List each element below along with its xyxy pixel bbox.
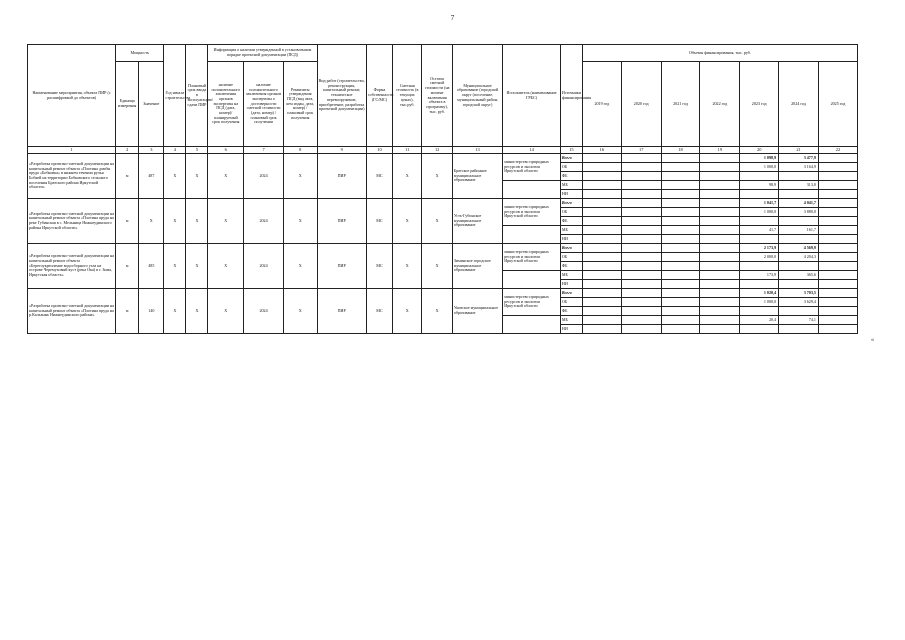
financing-table <box>27 44 858 334</box>
remaining-cost-cell: Х <box>422 154 452 199</box>
year-empty-cell <box>582 190 621 199</box>
amount-2023: 173,9 <box>740 271 779 280</box>
header-name: Наименование мероприятия, объекта ПИР (с расшифровкой до объектов) <box>28 45 116 147</box>
amount-2024 <box>779 190 819 199</box>
amount-2023: 1 000,0 <box>740 298 779 307</box>
amount-2024: 3 880,0 <box>779 208 819 217</box>
amount-2023 <box>740 280 779 289</box>
header-year-2020: 2020 год <box>621 62 661 147</box>
municipality-cell: Усть-Губинское муниципальное образование <box>452 199 502 244</box>
planned-year-cell: Х <box>186 244 208 289</box>
year-empty-cell <box>661 271 700 280</box>
header-year-2019: 2019 год <box>582 62 621 147</box>
amount-2025 <box>818 298 857 307</box>
remaining-cost-cell: Х <box>422 289 452 334</box>
header-psd-approval: Реквизиты утверждения ПСД (вид акта, кем издан, дата, номер) / плановый срок получения <box>283 62 317 147</box>
source-label: ОБ <box>560 163 582 172</box>
work-type-cell: ПИР <box>317 289 366 334</box>
column-number: 18 <box>661 147 700 154</box>
source-label: НИ <box>560 190 582 199</box>
header-grbs: Исполнитель (наименование ГРБС) <box>503 45 561 147</box>
year-empty-cell <box>582 289 621 298</box>
year-empty-cell <box>582 325 621 334</box>
column-number-row <box>28 147 858 154</box>
amount-2025 <box>818 172 857 181</box>
year-empty-cell <box>621 172 661 181</box>
source-label: НИ <box>560 280 582 289</box>
psd-positive-cell: Х <box>208 244 244 289</box>
amount-2024: 3 703,5 <box>779 289 819 298</box>
year-empty-cell <box>582 307 621 316</box>
year-empty-cell <box>621 199 661 208</box>
psd-cost-cell: 2024 <box>244 154 284 199</box>
remaining-cost-cell: Х <box>422 244 452 289</box>
source-label: Всего <box>560 199 582 208</box>
year-empty-cell <box>621 226 661 235</box>
year-empty-cell <box>621 244 661 253</box>
year-empty-cell <box>621 280 661 289</box>
header-remaining-cost: Остаток сметной стоимости (на момент включения объекта в программу), тыс. руб. <box>422 45 452 147</box>
year-empty-cell <box>661 316 700 325</box>
psd-positive-cell: Х <box>208 199 244 244</box>
year-empty-cell <box>621 253 661 262</box>
grbs-empty-cell <box>503 271 561 289</box>
amount-2025 <box>818 163 857 172</box>
psd-cost-cell: 2024 <box>244 289 284 334</box>
column-number: 17 <box>621 147 661 154</box>
amount-2023: 1 020,4 <box>740 289 779 298</box>
municipality-cell: Уковское муниципальное образование <box>452 289 502 334</box>
source-label: Всего <box>560 154 582 163</box>
amount-2023 <box>740 307 779 316</box>
header-value: Значение <box>139 62 164 147</box>
amount-2025 <box>818 271 857 280</box>
grbs-cell: министерство природных ресурсов и экологии Иркутской области <box>503 289 561 316</box>
column-number: 11 <box>393 147 422 154</box>
amount-2023 <box>740 262 779 271</box>
table-row <box>28 289 858 298</box>
year-empty-cell <box>621 217 661 226</box>
year-empty-cell <box>661 217 700 226</box>
amount-2024 <box>779 217 819 226</box>
year-empty-cell <box>582 271 621 280</box>
year-empty-cell <box>661 226 700 235</box>
year-empty-cell <box>700 307 740 316</box>
psd-positive-cell: Х <box>208 289 244 334</box>
year-empty-cell <box>621 154 661 163</box>
year-empty-cell <box>661 262 700 271</box>
column-number: 19 <box>700 147 740 154</box>
column-number: 13 <box>452 147 502 154</box>
column-number: 16 <box>582 147 621 154</box>
unit-cell: м <box>116 244 139 289</box>
psd-approval-cell: Х <box>283 199 317 244</box>
year-empty-cell <box>661 199 700 208</box>
amount-2024: 3 629,4 <box>779 298 819 307</box>
amount-2023 <box>740 235 779 244</box>
unit-cell: м <box>116 289 139 334</box>
header-year-2021: 2021 год <box>661 62 700 147</box>
amount-2025 <box>818 280 857 289</box>
amount-2023: 1 041,7 <box>740 199 779 208</box>
year-empty-cell <box>700 217 740 226</box>
header-funding: Объемы финансирования, тыс. руб. <box>582 45 857 62</box>
ownership-cell: МС <box>366 199 392 244</box>
psd-approval-cell: Х <box>283 244 317 289</box>
header-year-2022: 2022 год <box>700 62 740 147</box>
work-type-cell: ПИР <box>317 154 366 199</box>
unit-cell: м <box>116 154 139 199</box>
header-work-type: Вид работ (строительство, реконструкция, капитальный ремонт, техническое перевооружение, приобретение, разработка проектной документации) <box>317 45 366 147</box>
amount-2024: 3 477,9 <box>779 154 819 163</box>
amount-2023: 1 098,9 <box>740 154 779 163</box>
page-number: 7 <box>450 14 455 22</box>
amount-2025 <box>818 208 857 217</box>
amount-2024: 74,1 <box>779 316 819 325</box>
amount-2025 <box>818 244 857 253</box>
amount-2023: 2 000,0 <box>740 253 779 262</box>
column-number: 20 <box>740 147 779 154</box>
year-empty-cell <box>582 316 621 325</box>
grbs-cell: министерство природных ресурсов и экологии Иркутской области <box>503 154 561 181</box>
year-empty-cell <box>700 271 740 280</box>
year-empty-cell <box>700 181 740 190</box>
header-ownership: Форма собственности (ГС/МС) <box>366 45 392 147</box>
amount-2023: 2 173,9 <box>740 244 779 253</box>
column-number: 21 <box>779 147 819 154</box>
value-cell: 140 <box>139 289 164 334</box>
year-empty-cell <box>582 262 621 271</box>
psd-cost-cell: 2024 <box>244 199 284 244</box>
amount-2024 <box>779 262 819 271</box>
year-empty-cell <box>700 226 740 235</box>
year-empty-cell <box>582 217 621 226</box>
year-empty-cell <box>621 163 661 172</box>
amount-2023: 41,7 <box>740 226 779 235</box>
ownership-cell: МС <box>366 154 392 199</box>
year-empty-cell <box>582 280 621 289</box>
source-label: МБ <box>560 181 582 190</box>
year-empty-cell <box>621 262 661 271</box>
year-empty-cell <box>661 208 700 217</box>
amount-2025 <box>818 217 857 226</box>
amount-2023: 20,4 <box>740 316 779 325</box>
amount-2024 <box>779 235 819 244</box>
year-start-cell: Х <box>164 199 186 244</box>
amount-2024: 4 041,7 <box>779 199 819 208</box>
amount-2024: 4 204,3 <box>779 253 819 262</box>
work-type-cell: ПИР <box>317 244 366 289</box>
amount-2023: 1 000,0 <box>740 208 779 217</box>
unit-cell: м <box>116 199 139 244</box>
object-name: «Разработка проектно-сметной документации на капитальный ремонт объекта «Плотина дамбы пруда «Бобковка» в нижнем течении ручья Бобкей на территории Бобковского сельского поселения Братского района Иркутской области» <box>28 154 116 199</box>
year-start-cell: Х <box>164 244 186 289</box>
amount-2024: 365,6 <box>779 271 819 280</box>
year-empty-cell <box>621 190 661 199</box>
column-number: 8 <box>283 147 317 154</box>
table-header <box>28 45 858 154</box>
work-type-cell: ПИР <box>317 199 366 244</box>
amount-2024: 161,7 <box>779 226 819 235</box>
table-row <box>28 244 858 253</box>
amount-2024 <box>779 172 819 181</box>
estimated-cost-cell: Х <box>393 244 422 289</box>
year-empty-cell <box>582 253 621 262</box>
amount-2025 <box>818 316 857 325</box>
year-empty-cell <box>700 289 740 298</box>
column-number: 5 <box>186 147 208 154</box>
amount-2023 <box>740 172 779 181</box>
column-number: 6 <box>208 147 244 154</box>
psd-approval-cell: Х <box>283 154 317 199</box>
psd-cost-cell: 2024 <box>244 244 284 289</box>
year-empty-cell <box>661 325 700 334</box>
year-empty-cell <box>621 316 661 325</box>
year-empty-cell <box>661 298 700 307</box>
header-year-2024: 2024 год <box>779 62 819 147</box>
header-year-2025: 2025 год <box>818 62 857 147</box>
remaining-cost-cell: Х <box>422 199 452 244</box>
column-number: 2 <box>116 147 139 154</box>
year-empty-cell <box>700 316 740 325</box>
source-label: Всего <box>560 289 582 298</box>
year-empty-cell <box>621 271 661 280</box>
year-empty-cell <box>661 190 700 199</box>
year-empty-cell <box>621 235 661 244</box>
year-empty-cell <box>700 280 740 289</box>
municipality-cell: Зиминское городское муниципальное образование <box>452 244 502 289</box>
amount-2025 <box>818 235 857 244</box>
amount-2025 <box>818 325 857 334</box>
table-row <box>28 154 858 163</box>
estimated-cost-cell: Х <box>393 199 422 244</box>
margin-mark: « <box>871 337 874 343</box>
year-empty-cell <box>700 163 740 172</box>
header-planned-year: Плановый срок ввода в эксплуатацию/сдачи ПИР <box>186 45 208 147</box>
year-empty-cell <box>661 172 700 181</box>
year-empty-cell <box>621 289 661 298</box>
year-empty-cell <box>661 307 700 316</box>
source-label: ФБ <box>560 262 582 271</box>
column-number: 22 <box>818 147 857 154</box>
amount-2023: 98,9 <box>740 181 779 190</box>
table-row <box>28 199 858 208</box>
source-label: ОБ <box>560 253 582 262</box>
amount-2025 <box>818 262 857 271</box>
amount-2025 <box>818 226 857 235</box>
year-empty-cell <box>582 181 621 190</box>
amount-2024: 3 164,9 <box>779 163 819 172</box>
source-label: ФБ <box>560 172 582 181</box>
year-empty-cell <box>661 289 700 298</box>
year-empty-cell <box>582 244 621 253</box>
year-start-cell: Х <box>164 289 186 334</box>
source-label: ОБ <box>560 208 582 217</box>
year-empty-cell <box>700 325 740 334</box>
amount-2023 <box>740 325 779 334</box>
column-number: 9 <box>317 147 366 154</box>
amount-2025 <box>818 190 857 199</box>
object-name: «Разработка проектно-сметной документации на капитальный ремонт объекта «Плотина пруда на р.Кальзынь Нижнеудинского района» <box>28 289 116 334</box>
year-empty-cell <box>621 325 661 334</box>
year-empty-cell <box>582 235 621 244</box>
ownership-cell: МС <box>366 244 392 289</box>
ownership-cell: МС <box>366 289 392 334</box>
header-estimated-cost: Сметная стоимость (в текущих ценах), тыс.руб. <box>393 45 422 147</box>
source-label: ФБ <box>560 307 582 316</box>
header-psd-positive: наличие положительного заключения органов экспертизы на ПСД (дата, номер)/планируемый срок получения <box>208 62 244 147</box>
source-label: НИ <box>560 325 582 334</box>
year-empty-cell <box>700 298 740 307</box>
amount-2024 <box>779 280 819 289</box>
amount-2025 <box>818 253 857 262</box>
value-cell: 487 <box>139 154 164 199</box>
column-number: 12 <box>422 147 452 154</box>
year-empty-cell <box>661 253 700 262</box>
grbs-empty-cell <box>503 181 561 199</box>
year-empty-cell <box>700 253 740 262</box>
amount-2025 <box>818 154 857 163</box>
year-empty-cell <box>700 154 740 163</box>
grbs-empty-cell <box>503 316 561 334</box>
year-empty-cell <box>582 226 621 235</box>
year-empty-cell <box>582 172 621 181</box>
header-capacity: Мощность <box>116 45 164 62</box>
column-number: 14 <box>503 147 561 154</box>
grbs-cell: министерство природных ресурсов и экологии Иркутской области <box>503 199 561 226</box>
estimated-cost-cell: Х <box>393 154 422 199</box>
year-empty-cell <box>582 199 621 208</box>
municipality-cell: Братское районное муниципальное образование <box>452 154 502 199</box>
year-empty-cell <box>700 235 740 244</box>
header-unit: Единица измерения <box>116 62 139 147</box>
value-cell: Х <box>139 199 164 244</box>
year-empty-cell <box>700 199 740 208</box>
object-name: «Разработка проектно-сметной документации на капитальный ремонт объекта «Плотина пруда на реке Губинская в с. Мельница Нижнеудинского района Иркутской области» <box>28 199 116 244</box>
amount-2023 <box>740 190 779 199</box>
amount-2025 <box>818 289 857 298</box>
column-number: 4 <box>164 147 186 154</box>
amount-2023: 1 000,0 <box>740 163 779 172</box>
year-empty-cell <box>700 262 740 271</box>
year-empty-cell <box>661 280 700 289</box>
amount-2025 <box>818 181 857 190</box>
column-number: 3 <box>139 147 164 154</box>
source-label: ОБ <box>560 298 582 307</box>
psd-positive-cell: Х <box>208 154 244 199</box>
column-number: 1 <box>28 147 116 154</box>
planned-year-cell: Х <box>186 199 208 244</box>
year-empty-cell <box>661 244 700 253</box>
source-label: МБ <box>560 271 582 280</box>
grbs-cell: министерство природных ресурсов и экологии Иркутской области <box>503 244 561 271</box>
object-name: «Разработка проектно-сметной документации на капитальный ремонт объекта «Берегоукрепление водосборного узла на острове Черемуховый куст (река Ока) в г. Зима, Иркутская область» <box>28 244 116 289</box>
header-psd-info: Информация о наличии утвержденной в установленном порядке проектной документации (ПСД) <box>208 45 317 62</box>
column-number: 7 <box>244 147 284 154</box>
year-start-cell: Х <box>164 154 186 199</box>
year-empty-cell <box>700 244 740 253</box>
amount-2024 <box>779 325 819 334</box>
year-empty-cell <box>621 307 661 316</box>
year-empty-cell <box>621 181 661 190</box>
year-empty-cell <box>582 163 621 172</box>
year-empty-cell <box>582 154 621 163</box>
header-municipality: Муниципальное образование (городской округ (поселение, муниципальный район, городской округ) <box>452 45 502 147</box>
year-empty-cell <box>700 208 740 217</box>
year-empty-cell <box>661 235 700 244</box>
source-label: МБ <box>560 316 582 325</box>
year-empty-cell <box>661 181 700 190</box>
psd-approval-cell: Х <box>283 289 317 334</box>
column-number: 15 <box>560 147 582 154</box>
year-empty-cell <box>582 208 621 217</box>
source-label: МБ <box>560 226 582 235</box>
header-psd-cost: наличие положительного заключения органов экспертизы о достоверности сметной стоимости (дата, номер) / плановый срок получения <box>244 62 284 147</box>
source-label: Всего <box>560 244 582 253</box>
year-empty-cell <box>700 172 740 181</box>
estimated-cost-cell: Х <box>393 289 422 334</box>
year-empty-cell <box>700 190 740 199</box>
year-empty-cell <box>661 154 700 163</box>
grbs-empty-cell <box>503 226 561 244</box>
year-empty-cell <box>661 163 700 172</box>
amount-2025 <box>818 199 857 208</box>
amount-2024 <box>779 307 819 316</box>
year-empty-cell <box>621 208 661 217</box>
column-number: 10 <box>366 147 392 154</box>
header-year-2023: 2023 год <box>740 62 779 147</box>
amount-2025 <box>818 307 857 316</box>
year-empty-cell <box>582 298 621 307</box>
amount-2023 <box>740 217 779 226</box>
header-year-start: Год начала строительства <box>164 45 186 147</box>
year-empty-cell <box>621 298 661 307</box>
value-cell: 485 <box>139 244 164 289</box>
header-source: Источники финансирования <box>560 45 582 147</box>
source-label: ФБ <box>560 217 582 226</box>
table-body <box>28 154 858 334</box>
planned-year-cell: Х <box>186 289 208 334</box>
amount-2024: 4 569,9 <box>779 244 819 253</box>
source-label: НИ <box>560 235 582 244</box>
amount-2024: 313,0 <box>779 181 819 190</box>
planned-year-cell: Х <box>186 154 208 199</box>
